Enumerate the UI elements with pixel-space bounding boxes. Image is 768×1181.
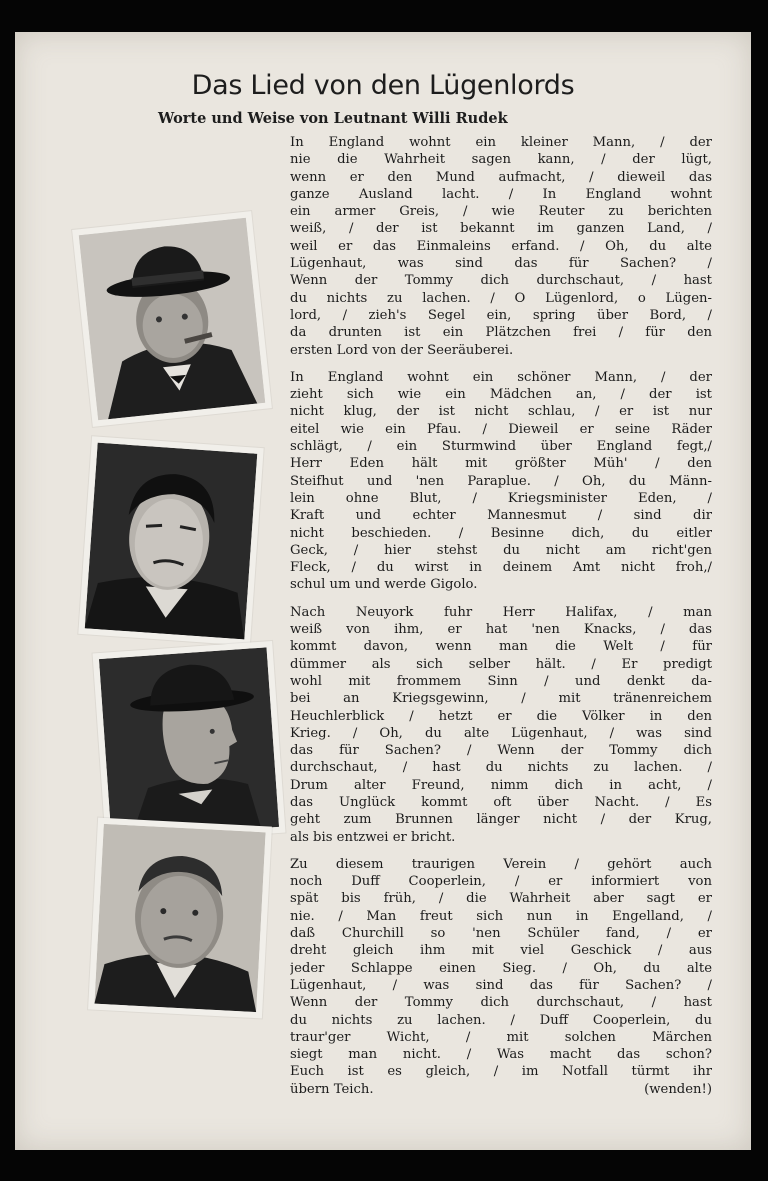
verse-line: nicht beschieden. / Besinne dich, du eitler (290, 525, 712, 541)
verse-line: eitel wie ein Pfau. / Dieweil er seine Räder (290, 421, 712, 437)
verse-line: zieht sich wie ein Mädchen an, / der ist (290, 387, 712, 403)
verse-line: Kraft und echter Mannesmut / sind dir (290, 508, 712, 524)
portrait-moustache-image (85, 443, 258, 640)
verse-line: Wenn der Tommy dich durchschaut, / hast (290, 273, 712, 289)
verse-line: Fleck, / du wirst in deinem Amt nicht froh,/ (290, 560, 712, 576)
verse-line: noch Duff Cooperlein, / er informiert von (290, 874, 712, 890)
verse-1 (290, 134, 712, 359)
portrait-photo-1 (72, 211, 272, 427)
verse-line: du nichts zu lachen. / O Lügenlord, o Lügen- (290, 290, 712, 306)
verse-line: dreht gleich ihm mit viel Geschick / aus (290, 943, 712, 959)
verse-line: lein ohne Blut, / Kriegsminister Eden, / (290, 490, 712, 506)
song-subtitle: Worte und Weise von Leutnant Willi Rudek (158, 110, 508, 127)
verse-line: weiß von ihm, er hat 'nen Knacks, / das (290, 622, 712, 638)
verse-line: lord, / zieh's Segel ein, spring über Bord, / (290, 307, 712, 323)
verse-line: geht zum Brunnen länger nicht / der Krug, (290, 812, 712, 828)
verse-line: ganze Ausland lacht. / In England wohnt (290, 186, 712, 202)
verse-line: wohl mit frommem Sinn / und denkt da- (290, 673, 712, 689)
verse-line: jeder Schlappe einen Sieg. / Oh, du alte (290, 960, 712, 976)
verse-line: Herr Eden hält mit größter Müh' / den (290, 456, 712, 472)
verse-line: spät bis früh, / die Wahrheit aber sagt er (290, 891, 712, 907)
verse-3 (290, 604, 712, 846)
portrait-photo-3 (93, 641, 286, 845)
portrait-round-face-image (94, 824, 265, 1012)
verse-line: daß Churchill so 'nen Schüler fand, / er (290, 926, 712, 942)
verse-line: Nach Neuyork fuhr Herr Halifax, / man (290, 604, 712, 620)
verse-line: durchschaut, / hast du nichts zu lachen. / (290, 760, 712, 776)
verse-line: weil er das Einmaleins erfand. / Oh, du alte (290, 238, 712, 254)
verse-line: als bis entzwei er bricht. (290, 829, 456, 845)
verse-line: traur'ger Wicht, / mit solchen Märchen (290, 1029, 712, 1045)
verse-line: nie. / Man freut sich nun in Engelland, / (290, 908, 712, 924)
verse-line: nie die Wahrheit sagen kann, / der lügt, (290, 152, 712, 168)
verse-line: das Unglück kommt oft über Nacht. / Es (290, 794, 712, 810)
verse-line: Lügenhaut, was sind das für Sachen? / (290, 256, 712, 272)
song-lyrics (290, 134, 712, 1108)
verse-2 (290, 369, 712, 594)
verse-line: schlägt, / ein Sturmwind über England fegt,/ (290, 439, 712, 455)
verse-4 (290, 856, 712, 1098)
verse-line: weiß, / der ist bekannt im ganzen Land, / (290, 221, 712, 237)
verse-line: siegt man nicht. / Was macht das schon? (290, 1047, 712, 1063)
verse-line: dümmer als sich selber hält. / Er predigt (290, 656, 712, 672)
portrait-photo-2 (78, 436, 263, 646)
verse-line: da drunten ist ein Plätzchen frei / für den (290, 325, 712, 341)
verse-line: du nichts zu lachen. / Duff Cooperlein, du (290, 1012, 712, 1028)
verse-line: In England wohnt ein kleiner Mann, / der (290, 135, 712, 150)
final-line-row (290, 1081, 712, 1098)
verse-line: Krieg. / Oh, du alte Lügenhaut, / was sind (290, 725, 712, 741)
turn-over-note: (wenden!) (644, 1081, 712, 1097)
verse-line: kommt davon, wenn man die Welt / für (290, 639, 712, 655)
verse-line: ersten Lord von der Seeräuberei. (290, 342, 514, 358)
verse-line: Geck, / hier stehst du nicht am richt'gen (290, 542, 712, 558)
verse-line: bei an Kriegsgewinn, / mit tränenreichem (290, 691, 712, 707)
verse-line: übern Teich. (290, 1081, 374, 1097)
verse-line: nicht klug, der ist nicht schlau, / er ist nur (290, 404, 712, 420)
verse-line: wenn er den Mund aufmacht, / dieweil das (290, 169, 712, 185)
verse-line: Wenn der Tommy dich durchschaut, / hast (290, 995, 712, 1011)
verse-line: Heuchlerblick / hetzt er die Völker in den (290, 708, 712, 724)
verse-line: Euch ist es gleich, / im Notfall türmt ihr (290, 1064, 712, 1080)
verse-line: schul um und werde Gigolo. (290, 577, 478, 593)
verse-line: In England wohnt ein schöner Mann, / der (290, 369, 712, 385)
verse-line: Drum alter Freund, nimm dich in acht, / (290, 777, 712, 793)
verse-line: Zu diesem traurigen Verein / gehört auch (290, 856, 712, 872)
verse-line: ein armer Greis, / wie Reuter zu berichten (290, 204, 712, 220)
portrait-photo-4 (88, 818, 272, 1019)
portrait-bowler-hat-image (99, 647, 279, 838)
song-title: Das Lied von den Lügenlords (191, 70, 575, 101)
verse-line: Steifhut und 'nen Paraplue. / Oh, du Männ- (290, 473, 712, 489)
verse-line: das für Sachen? / Wenn der Tommy dich (290, 743, 712, 759)
postcard (15, 32, 751, 1150)
portrait-hat-cigar-image (79, 218, 266, 421)
verse-line: Lügenhaut, / was sind das für Sachen? / (290, 977, 712, 993)
